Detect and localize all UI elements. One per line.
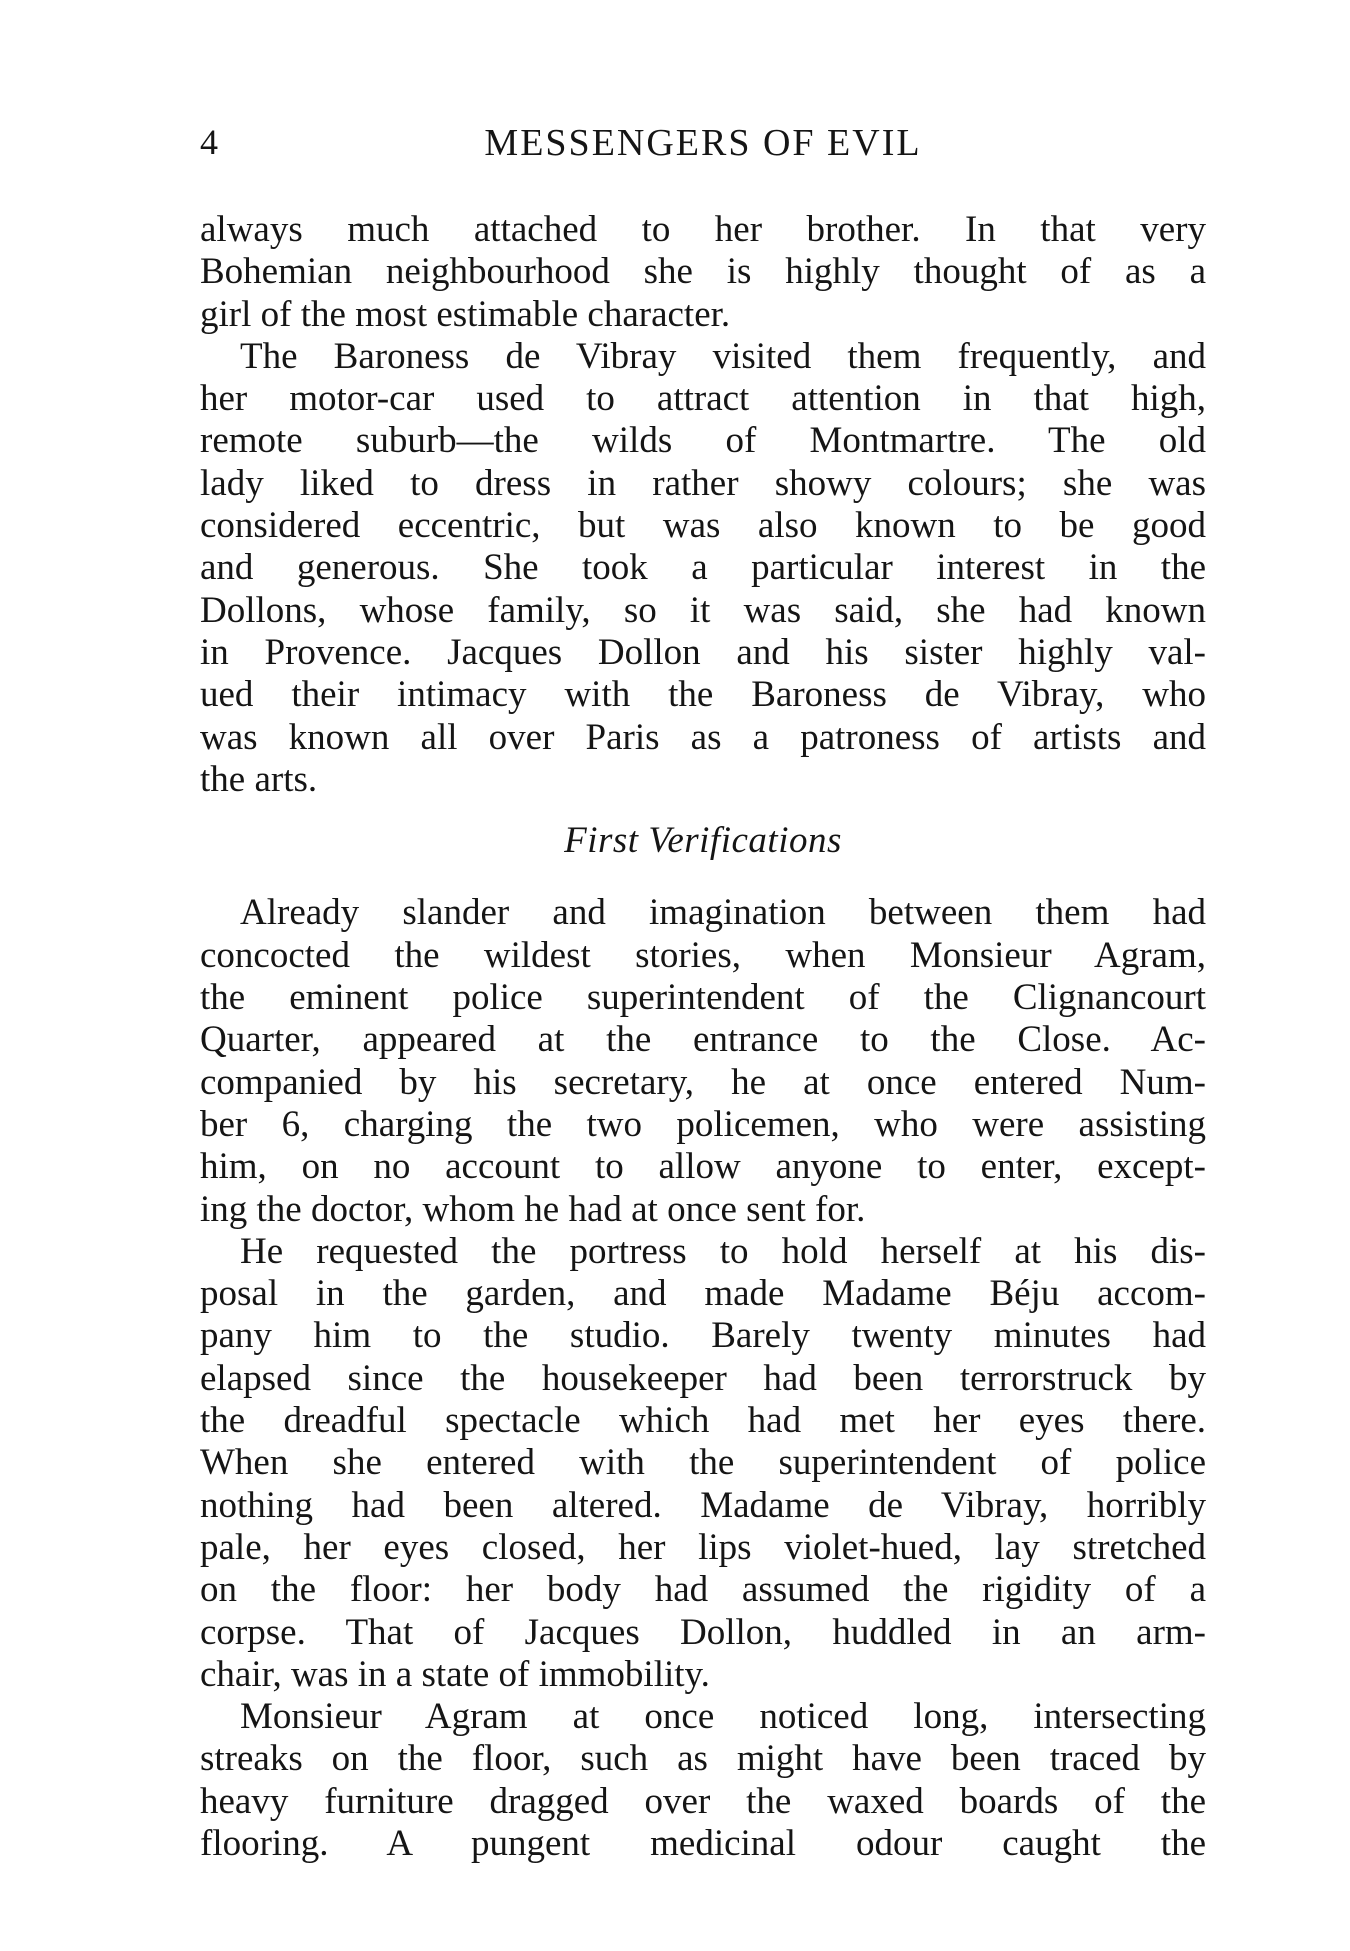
text-line: chair, was in a state of immobility. (200, 1653, 710, 1695)
text-line: the eminent police superintendent of the Clignancourt (200, 977, 1206, 1019)
text-line: Bohemian neighbourhood she is highly thought of as a (200, 251, 1206, 293)
paragraph (200, 892, 1206, 1230)
text-line: was known all over Paris as a patroness of artists and (200, 716, 1206, 758)
text-line: streaks on the floor, such as might have been traced by (200, 1738, 1206, 1780)
text-line: and generous. She took a particular interest in the (200, 547, 1206, 589)
body-text (200, 209, 1206, 1865)
text-line: Quarter, appeared at the entrance to the Close. Ac- (200, 1019, 1206, 1061)
running-head: MESSENGERS OF EVIL (484, 122, 922, 164)
text-line: lady liked to dress in rather showy colours; she was (200, 462, 1206, 504)
paragraph (200, 209, 1206, 336)
text-line: posal in the garden, and made Madame Béju accom- (200, 1273, 1206, 1315)
text-line: heavy furniture dragged over the waxed boards of the (200, 1780, 1206, 1822)
text-line: He requested the portress to hold herself at his dis- (240, 1230, 1206, 1272)
text-line: her motor-car used to attract attention in that high, (200, 378, 1206, 420)
text-line: on the floor: her body had assumed the rigidity of a (200, 1569, 1206, 1611)
text-line: him, on no account to allow anyone to enter, except- (200, 1146, 1206, 1188)
text-line: remote suburb—the wilds of Montmartre. The old (200, 420, 1206, 462)
text-line: companied by his secretary, he at once entered Num- (200, 1061, 1206, 1103)
text-line: always much attached to her brother. In that very (200, 209, 1206, 250)
text-line: flooring. A pungent medicinal odour caught the (200, 1822, 1206, 1864)
page-header (200, 113, 1206, 163)
text-line: ing the doctor, whom he had at once sent for. (200, 1188, 866, 1230)
section-heading: First Verifications (564, 820, 842, 862)
text-line: corpse. That of Jacques Dollon, huddled in an arm- (200, 1611, 1206, 1653)
paragraph (200, 1696, 1206, 1865)
text-line: the arts. (200, 758, 318, 800)
text-line: nothing had been altered. Madame de Vibray, horribly (200, 1484, 1206, 1526)
text-line: concocted the wildest stories, when Monsieur Agram, (200, 934, 1206, 976)
text-line: girl of the most estimable character. (200, 293, 731, 335)
page-number: 4 (200, 122, 219, 162)
paragraph (200, 336, 1206, 801)
text-line: ued their intimacy with the Baroness de Vibray, who (200, 674, 1206, 716)
text-line: Already slander and imagination between them had (240, 892, 1206, 934)
text-line: pale, her eyes closed, her lips violet-hued, lay stretched (200, 1526, 1206, 1568)
text-line: ber 6, charging the two policemen, who were assisting (200, 1103, 1206, 1145)
text-line: the dreadful spectacle which had met her eyes there. (200, 1400, 1206, 1442)
text-line: The Baroness de Vibray visited them frequently, and (240, 335, 1206, 377)
text-line: elapsed since the housekeeper had been terrorstruck by (200, 1357, 1206, 1399)
text-line: in Provence. Jacques Dollon and his sister highly val- (200, 631, 1206, 673)
text-line: Dollons, whose family, so it was said, she had known (200, 589, 1206, 631)
text-line: When she entered with the superintendent of police (200, 1442, 1206, 1484)
text-line: Monsieur Agram at once noticed long, intersecting (240, 1696, 1206, 1738)
text-line: considered eccentric, but was also known to be good (200, 505, 1206, 547)
paragraph (200, 1231, 1206, 1696)
text-line: pany him to the studio. Barely twenty minutes had (200, 1315, 1206, 1357)
